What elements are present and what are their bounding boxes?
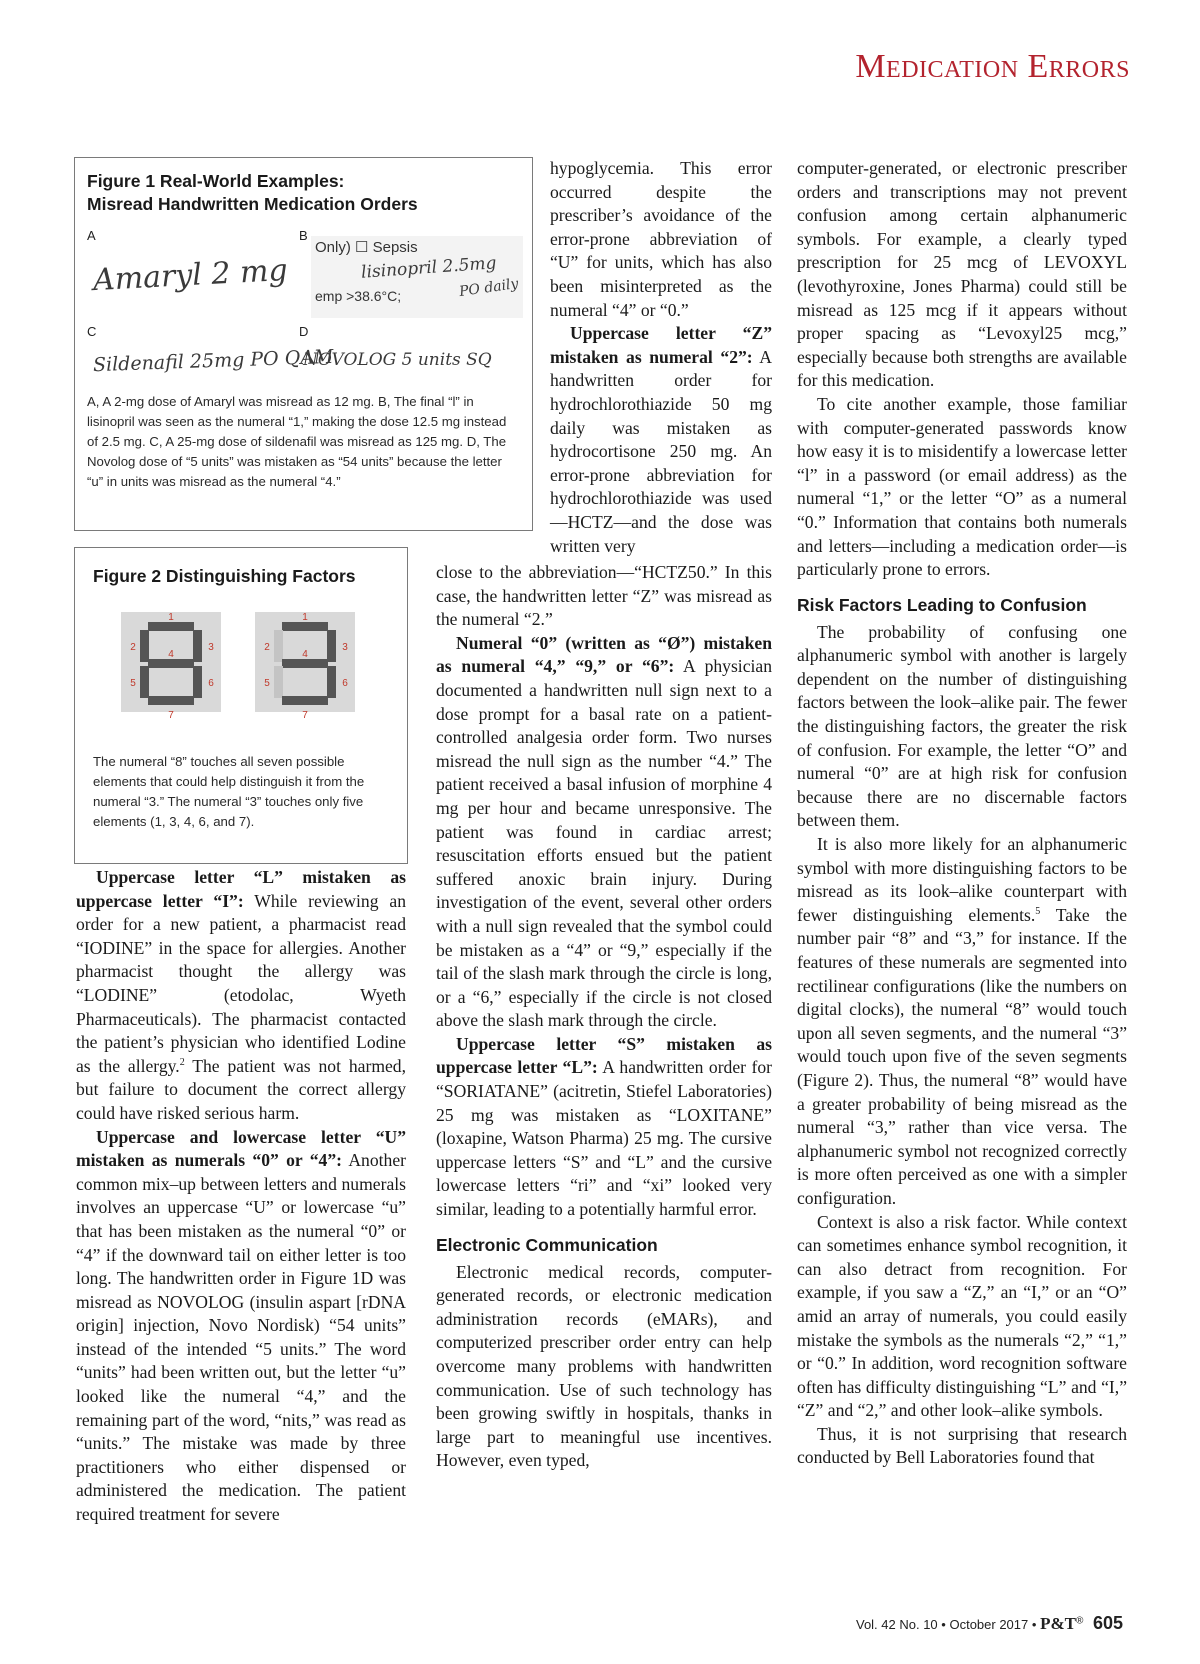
digit-eight-seg-6: [193, 666, 202, 698]
digit-three-seg-1: [282, 622, 328, 631]
panel-b-handwriting-extra: PO daily: [458, 275, 520, 301]
panel-b-printed-line1: Only) ☐ Sepsis: [315, 239, 418, 256]
figure-2: [74, 547, 408, 864]
col3-p3-ref: 5: [1035, 905, 1041, 917]
digit-eight-label-7: 7: [168, 710, 174, 721]
digit-eight-label-2: 2: [130, 642, 136, 653]
figure-2-title: Figure 2 Distinguishing Factors: [93, 566, 356, 586]
col1-p1-body-a: While reviewing an order for a new patient, a pharmacist read “IODINE” in the space for allergies. Another pharmacist thought the allergy was “LODINE” (etodolac, Wyeth Pharmaceuticals). The pharmacist contacted the patient’s physician who identified Lodine as the allergy.: [76, 890, 406, 1076]
figure-1: [74, 157, 533, 531]
col2-p2-body: A physician documented a handwritten null sign next to a dose prompt for a basal rate on a patient-controlled analgesia order form. Two nurses misread the null sign as the number “4.” The patient received a basal infusion of morphine 4 mg per hour and became unresponsive. The patient was found in cardiac arrest; resuscitation efforts ensued but the patient suffered anoxic brain injury. During investigation of the event, several other orders with a null sign revealed that the symbol could be mistaken as a “4” or “9,” especially if the tail of the slash mark through the circle is long, or a “6,” especially if the circle is not closed above the slash mark through the circle.: [436, 656, 772, 1031]
footer-separator-1: •: [941, 1617, 946, 1632]
col3-paragraph-0: computer-generated, or electronic prescriber orders and transcriptions may not prevent confusion among certain alphanumeric symbols. For example, a clearly typed prescription for 25 mcg of LEVOXYL (levothyroxine, Jones Pharma) could still be misread as 125 mcg if it appears without proper spacing as “Levoxyl25 mcg,” especially because both strengths are available for this medication.: [797, 158, 1127, 391]
panel-c-handwriting: Sildenafil 25mg PO QAM: [92, 345, 334, 377]
footer-volume: Vol. 42 No. 10: [855, 1617, 938, 1632]
col2-paragraph-4: Electronic medical records, computer-generated records, or electronic medication administration records (eMARs), and computerized prescriber order entry can help overcome many problems with handwritten communication. Use of such technology has been growing swiftly in hospitals, thanks in large part to meaningful use incentives. However, even typed,: [436, 1261, 772, 1471]
figure-1-caption: A, A 2-mg dose of Amaryl was misread as 12 mg. B, The final “l” in lisinopril was seen as the numeral “1,” making the dose 12.5 mg instead of 2.5 mg. C, A 25-mg dose of sildenafil was misread as 125 mg. D, The Novolog dose of “5 units” was mistaken as “54 units” because the letter “u” in units was misread as the numeral “4.”: [87, 394, 507, 489]
digit-eight-seg-3: [193, 630, 202, 662]
digit-three-label-2: 2: [264, 642, 270, 653]
col2-paragraph-1: [550, 322, 772, 558]
footer-journal: P&T: [1040, 1614, 1076, 1633]
column-2-bottom: [436, 561, 772, 1473]
page-footer: [856, 1613, 1123, 1634]
panel-b-printed-line3: emp >38.6°C;: [315, 288, 402, 304]
digit-eight: [121, 612, 221, 721]
digit-three-label-6: 6: [342, 678, 348, 689]
column-1: [76, 866, 406, 1527]
digit-eight-label-1: 1: [168, 612, 174, 623]
col2-paragraph-2: [436, 632, 772, 1033]
column-2-top: [550, 157, 772, 558]
panel-b-handwriting: lisinopril 2.5mg: [360, 253, 498, 283]
seven-segment-diagram: [115, 612, 365, 722]
digit-eight-label-5: 5: [130, 678, 136, 689]
section-title: Medication Errors: [855, 48, 1130, 85]
col2-p3-heading: Uppercase letter “S” mistaken as uppercase letter “L”:: [436, 1033, 772, 1078]
figure-1-title-line2: Misread Handwritten Medication Orders: [87, 194, 418, 214]
digit-three-label-4: 4: [302, 649, 308, 660]
digit-three-label-5: 5: [264, 678, 270, 689]
col3-paragraph-4: Context is also a risk factor. While context can sometimes enhance symbol recognition, it can also detract from recognition. For example, if you saw a “Z,” an “I,” or an “O” amid an array of numerals, you could easily mistake the symbols as the numerals “2,” “1,” or “0.” In addition, word recognition software often has difficulty distinguishing “L” and “I,” “Z” and “2,” and other look–alike symbols.: [797, 1211, 1127, 1421]
digit-eight-seg-5: [140, 666, 149, 698]
panel-d-label: D: [299, 324, 309, 339]
panel-b-label: B: [299, 228, 308, 243]
col1-paragraph-2: [76, 1126, 406, 1527]
col2-p1-heading: Uppercase letter “Z” mistaken as numeral “2”:: [550, 323, 772, 367]
col2-paragraph-0: hypoglycemia. This error occurred despite the prescriber’s avoidance of the error-prone abbreviation of “U” for units, which has also been misinterpreted as the numeral “4” or “0.”: [550, 158, 772, 320]
panel-b-image: [311, 236, 523, 318]
panel-c-label: C: [87, 324, 97, 339]
panel-d-handwriting: NOVOLOG 5 units SQ: [303, 350, 492, 370]
digit-eight-seg-2: [140, 630, 149, 662]
digit-three-seg-2: [274, 630, 283, 662]
digit-three-label-3: 3: [342, 642, 348, 653]
digit-eight-label-4: 4: [168, 649, 174, 660]
digit-eight-label-6: 6: [208, 678, 214, 689]
col1-p2-body: Another common mix–up between letters and numerals involves an uppercase “U” or lowercase “u” that has been mistaken as the numeral “0” or “4” if the downward tail on either letter is too long. The handwritten order in Figure 1D was misread as NOVOLOG (insulin aspart [rDNA origin] injection, Novo Nordisk) “54 units” instead of the intended “5 units.” The word “units” had been written out, but the letter “u” looked like the numeral “4,” and the remaining part of the word, “nits,” was read as “units.” The mistake was made by three practitioners who either dispensed or administered the medication. The patient required treatment for severe: [76, 1150, 406, 1525]
digit-eight-seg-7: [148, 696, 194, 705]
figure-2-caption: The numeral “8” touches all seven possible elements that could help distinguish it from the numeral “3.” The numeral “3” touches only five elements (1, 3, 4, 6, and 7).: [93, 754, 365, 829]
col1-p1-body-b: The patient was not harmed, but failure to document the correct allergy could have risked serious harm.: [76, 1055, 407, 1123]
col3-p3-a: It is also more likely for an alphanumeric symbol with more distinguishing factors to be misread as its look–alike counterpart with fewer distinguishing elements.: [797, 834, 1127, 925]
col3-p3-b: Take the number pair “8” and “3,” for instance. If the features of these numerals are segmented into rectilinear configurations (like the numbers on digital clocks), the numeral “8” would touch upon all seven segments, and the numeral “3” would touch upon five of the seven segments (Figure 2). Thus, the numeral “8” would have a greater probability of being misread as the numeral “3,” rather than vice versa. The alphanumeric symbol not recognized correctly is more often perceived as one with a simpler configuration.: [797, 904, 1128, 1208]
digit-three-seg-7: [282, 696, 328, 705]
column-3: [797, 157, 1127, 1470]
col3-paragraph-5: Thus, it is not surprising that research conducted by Bell Laboratories found that: [797, 1423, 1127, 1468]
col3-paragraph-1: To cite another example, those familiar with computer-generated passwords know how easy it is to misidentify a lowercase letter “l” in a password (or email address) as the numeral “1,” or the letter “O” as a numeral “0.” Information that contains both numerals and letters—including a medication order—is particularly prone to errors.: [797, 393, 1127, 580]
col1-p1-heading: Uppercase letter “L” mistaken as uppercase letter “I”:: [76, 867, 406, 911]
footer-date: October 2017: [949, 1617, 1029, 1632]
heading-electronic-communication: Electronic Communication: [436, 1234, 658, 1255]
digit-three-seg-5: [274, 666, 283, 698]
col2-paragraph-1-cont: close to the abbreviation—“HCTZ50.” In this case, the handwritten letter “Z” was misread as the numeral “2.”: [436, 562, 772, 630]
col2-p2-heading: Numeral “0” (written as “Ø”) mistaken as numeral “4,” “9,” or “6”:: [436, 632, 772, 677]
col3-paragraph-3: [797, 833, 1127, 1211]
digit-three-label-7: 7: [302, 710, 308, 721]
digit-eight-seg-4: [148, 659, 194, 668]
footer-separator-2: •: [1031, 1617, 1037, 1632]
col2-p3-body: A handwritten order for “SORIATANE” (acitretin, Stiefel Laboratories) 25 mg was mistaken as “LOXITANE” (loxapine, Watson Pharma) 25 mg. The cursive uppercase letters “S” and “L” and the cursive lowercase letters “ri” and “xi” looked very similar, leading to a potentially harmful error.: [436, 1057, 772, 1220]
digit-three-label-1: 1: [302, 612, 308, 623]
digit-eight-label-3: 3: [208, 642, 214, 653]
digit-three-seg-6: [327, 666, 336, 698]
digit-three-seg-3: [327, 630, 336, 662]
heading-risk-factors: Risk Factors Leading to Confusion: [797, 594, 1087, 615]
digit-three-seg-4: [282, 659, 328, 668]
footer-registered: ®: [1075, 1615, 1084, 1627]
page-number: 605: [1092, 1613, 1123, 1633]
col1-p2-heading: Uppercase and lowercase letter “U” mistaken as numerals “0” or “4”:: [76, 1126, 406, 1171]
panel-a-handwriting: Amaryl 2 mg: [92, 252, 289, 299]
col1-p1-ref: 2: [179, 1056, 185, 1068]
digit-three: [255, 612, 355, 721]
figure-1-title: [87, 170, 418, 216]
digit-eight-seg-1: [148, 622, 194, 631]
col1-paragraph-1: [76, 866, 406, 1126]
figure-1-title-line1: Figure 1 Real-World Examples:: [87, 171, 345, 191]
panel-a-label: A: [87, 228, 96, 243]
col2-p1-body-a: A handwritten order for hydrochlorothiazide 50 mg daily was mistaken as hydrocortisone 250 mg. An error-prone abbreviation for hydrochlorothiazide was used—HCTZ—and the dose was written very: [550, 346, 772, 556]
col3-paragraph-2: The probability of confusing one alphanumeric symbol with another is largely dependent on the number of distinguishing factors between the look–alike pair. The fewer the distinguishing factors, the greater the risk of confusion. For example, the letter “O” and numeral “0” are at high risk for confusion because there are no discernable factors between them.: [797, 621, 1127, 831]
col2-paragraph-3: [436, 1033, 772, 1222]
